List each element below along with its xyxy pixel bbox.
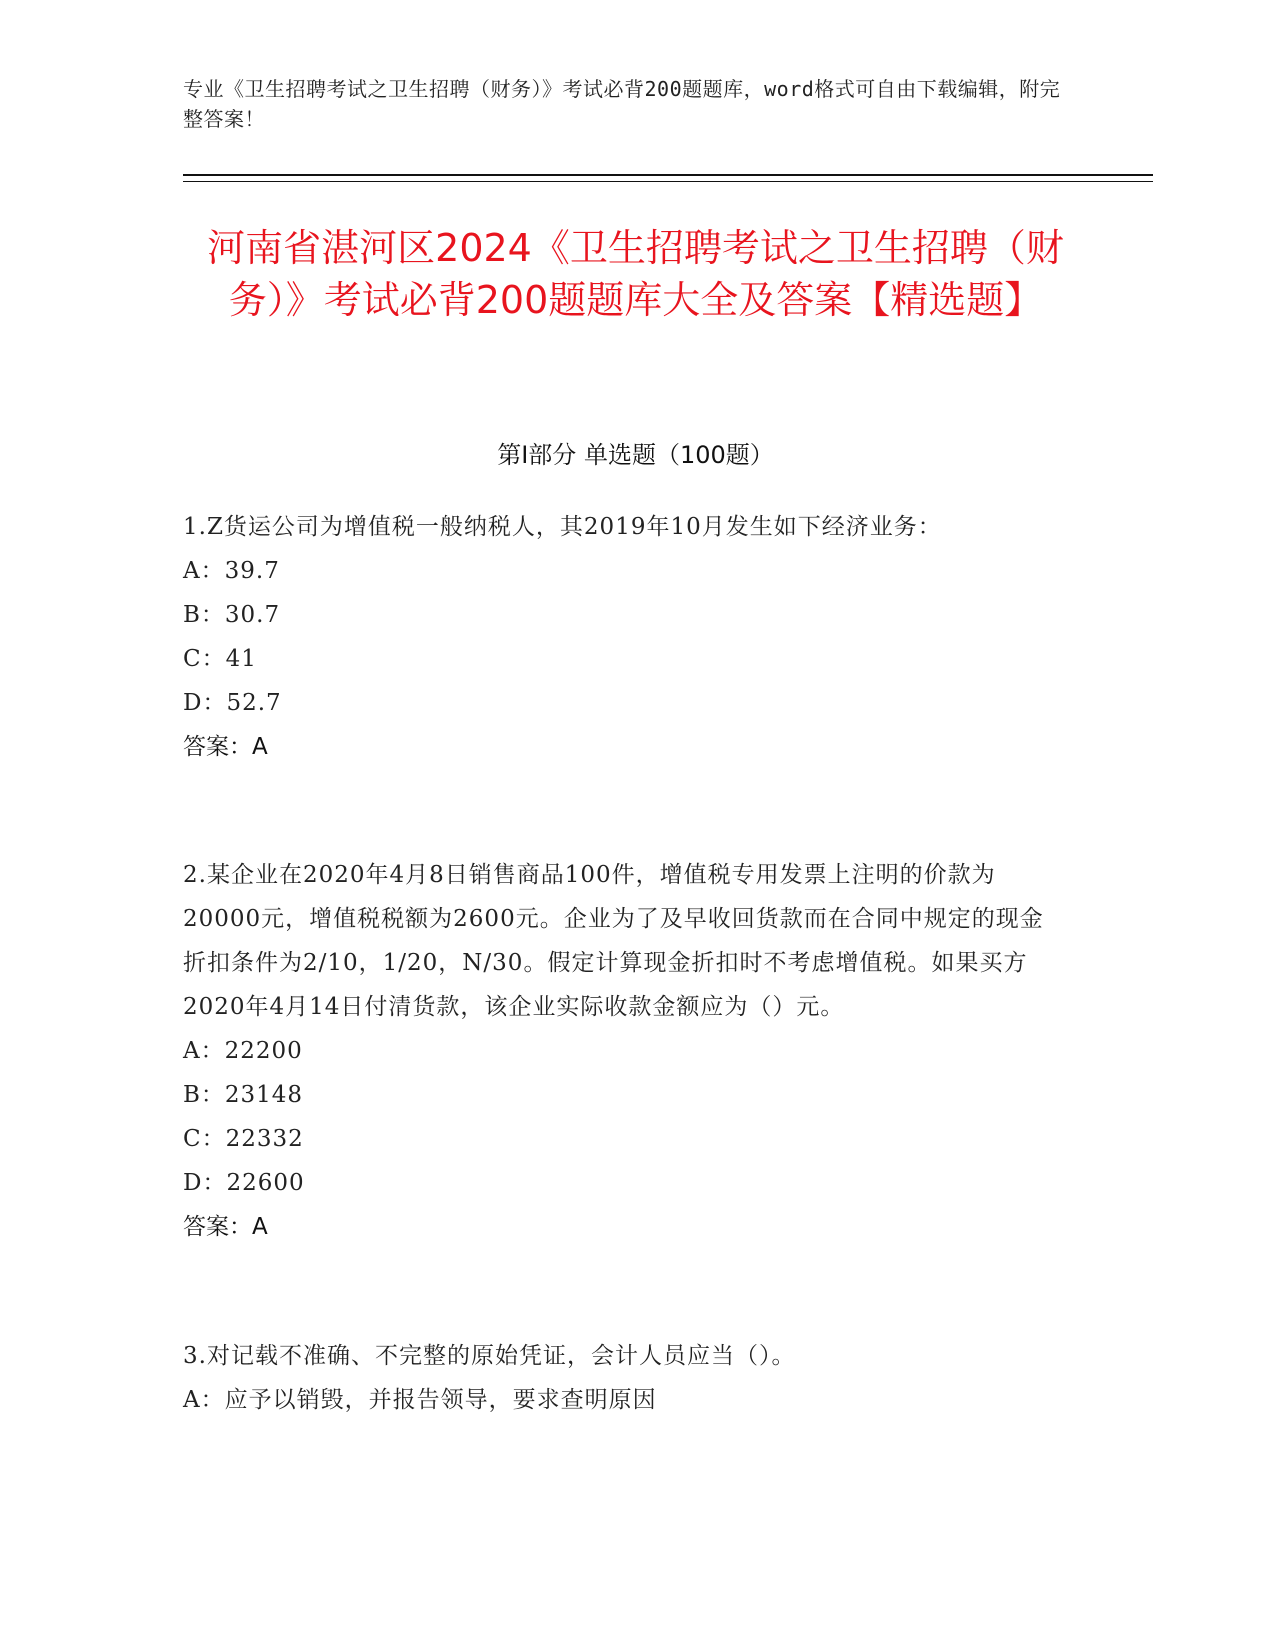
answer-line: 答案：A: [183, 734, 268, 760]
question-block: [183, 1334, 1063, 1422]
question-stem: 1.Z货运公司为增值税一般纳税人，其2019年10月发生如下经济业务：: [183, 514, 942, 540]
option-d: D：52.7: [183, 690, 282, 716]
question-block: [183, 505, 1063, 769]
question-stem: 2.某企业在2020年4月8日销售商品100件，增值税专用发票上注明的价款为20000元，增值税税额为2600元。企业为了及早收回货款而在合同中规定的现金折扣条件为2/10，1/20，N/30。假定计算现金折扣时不考虑增值税。如果买方2020年4月14日付清货款，该企业实际收款金额应为（）元。: [183, 862, 1044, 1020]
header-rule-thin: [183, 181, 1153, 182]
answer-line: 答案：A: [183, 1214, 268, 1240]
option-a: A：39.7: [183, 558, 280, 584]
section-heading: 第I部分 单选题（100题）: [497, 441, 774, 469]
option-a: A：应予以销毁，并报告领导，要求查明原因: [183, 1387, 657, 1413]
question-stem: 3.对记载不准确、不完整的原始凭证，会计人员应当（）。: [183, 1343, 796, 1369]
header-rule-thick: [183, 174, 1153, 176]
option-c: C：22332: [183, 1126, 304, 1152]
question-block: [183, 853, 1063, 1249]
document-title: 河南省湛河区2024《卫生招聘考试之卫生招聘（财务）》考试必背200题题库大全及答案【精选题】: [207, 226, 1064, 322]
option-c: C：41: [183, 646, 257, 672]
option-b: B：23148: [183, 1082, 304, 1108]
option-a: A：22200: [183, 1038, 303, 1064]
option-b: B：30.7: [183, 602, 281, 628]
header-note: 专业《卫生招聘考试之卫生招聘（财务）》考试必背200题题库，word格式可自由下载编辑，附完整答案！: [183, 77, 1061, 131]
option-d: D：22600: [183, 1170, 305, 1196]
